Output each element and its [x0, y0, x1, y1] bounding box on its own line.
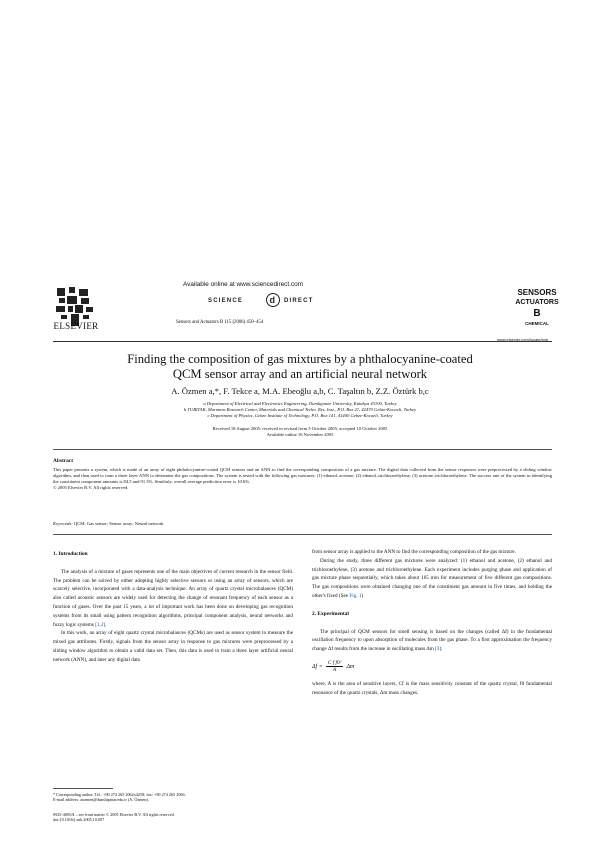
footnote-rule [53, 788, 113, 789]
affiliation-c: c Department of Physics, Gebze Institute of Technology, P.O. Box 141, 41400 Gebze-Kocaeli, Turkey [207, 413, 393, 418]
available-online-text: Available online at www.sciencedirect.com [183, 281, 303, 288]
svg-text:B: B [533, 308, 541, 319]
intro-paragraph-1 [53, 568, 293, 630]
svg-text:CHEMICAL: CHEMICAL [525, 321, 549, 326]
affiliations [55, 401, 545, 419]
abstract-text [53, 467, 552, 491]
header-divider [53, 341, 552, 342]
front-matter-line: 0925-4005/$ – see front matter © 2005 Elsevier B.V. All rights reserved. [53, 812, 175, 817]
received-dates: Received 18 August 2005; received in revised form 5 October 2005; accepted 10 October 2005 [212, 426, 388, 431]
footer-info [53, 812, 293, 823]
abstract-copyright: © 2005 Elsevier B.V. All rights reserved. [53, 485, 129, 490]
equation-denominator: A [332, 667, 337, 674]
affiliation-b: b TUBITAK, Marmara Research Center, Materials and Chemical Techn. Res. Inst., P.O. Box 21, 42470 Gebze-Kocaeli, Turkey [183, 407, 417, 412]
abstract-bottom-rule [53, 534, 552, 535]
figure-link[interactable]: Fig. 1 [349, 592, 362, 599]
publisher-name: ELSEVIER [53, 321, 99, 331]
right-column [312, 548, 552, 698]
equation-lhs: Δf = [312, 663, 323, 670]
author-list: A. Özmen a,*, F. Tekce a, M.A. Ebeoğlu a,b, C. Taşaltın b, Z.Z. Öztürk b,c [171, 386, 429, 396]
journal-url[interactable]: www.elsevier.com/locate/snb [497, 337, 549, 342]
intro-p3-text: During the study, three different gas mixtures were analyzed: (1) ethanol and acetone, (2) ethanol and trichloroethylene, (3) acetone and trichloroethylene. Each experiment includes purging phase and application of gas mixture phase sequentially, which takes about 165 min for measurement of five different gas compositions. The gas compositions were obtained changing one of the constituent gas amount in five times, and holding the other's fixed (See [312, 557, 552, 599]
sensors-actuators-journal-logo [515, 286, 559, 330]
section-heading-experimental: 2. Experimental [312, 610, 349, 617]
abstract-heading: Abstract [53, 458, 74, 464]
intro-p1-end: . [105, 621, 107, 628]
svg-text:SCIENCE: SCIENCE [208, 298, 244, 304]
intro-p1-text: The analysis of a mixture of gases represents one of the main objectives of current research in the sensor field. The problem can be solved by either adopting highly selective sensors or using an array of sensors, which are scarcely selective, incorporated with a data-analysis technique. An array of quartz crystal microbalances (QCM) also called acoustic sensors are widely used for detecting the change of resonant frequency of each sensor as a function of gases. Over the past 15 years, a lot of important work has been done on developing gas recognition systems from its small using pattern recognition algorithms, principal component analysis, neural networks and fuzzy logic systems [53, 568, 293, 628]
corresponding-author-note: * Corresponding author. Tel.: +90 274 265 2062x4258; fax: +90 274 265 2066. [53, 792, 186, 797]
section-heading-introduction: 1. Introduction [53, 551, 88, 557]
available-online-date: Available online 16 November 2005 [266, 432, 334, 437]
citation-link[interactable]: [1,2] [95, 621, 106, 628]
experimental-paragraph-1 [312, 628, 552, 654]
exp-p1-text: The principal of QCM sensors for smell sensing is based on the changes (called Δf) in the fundamental oscillation frequency to upon absorption of molecules from the gas phase. To a first approximation the frequency change Δf results from the increase in oscillating mass Δm [312, 628, 552, 653]
title-line-2: QCM sensor array and an artificial neural network [172, 367, 428, 381]
svg-text:SENSORS: SENSORS [517, 288, 557, 297]
intro-paragraph-continued: from sensor array is applied to the ANN to find the corresponding composition of the gas mixture. [312, 549, 516, 555]
doi-line[interactable]: doi:10.1016/j.snb.2005.10.007 [53, 817, 105, 823]
article-title [55, 352, 545, 382]
keywords-line [53, 521, 163, 527]
citation-link[interactable]: [3] [435, 646, 442, 653]
journal-reference: Sensors and Actuators B 115 (2006) 450–454 [176, 320, 264, 325]
left-column [53, 550, 293, 665]
abstract-body: This paper presents a system, which is made of an array of eight phthalocyanine-coated QCM sensors and an ANN to find the corresponding composition of a gas mixture. The digital data collected from the sensor responses were preprocessed by a sliding window algorithm, and then used to train a three layer ANN to determine the gas compositions. The system is tested with the following gas mixtures: (1) ethanol–acetone, (2) ethanol–trichloroethylene, (3) acetone–trichloroethylene. The success rate of the system in identifying the constituent component amounts is 84.5 and 91.3%. Similarly, overall average prediction error is 10.6%. [53, 467, 552, 484]
equation-frequency-change [312, 660, 552, 674]
article-dates [55, 426, 545, 438]
equation-fraction [326, 660, 344, 674]
experimental-paragraph-2: where, A is the area of sensitive layers, Cf is the mass sensitivity constant of the quartz crystal, f0 fundamental resonance of the quartz crystals, Δm mass changes. [312, 680, 552, 696]
equation-numerator: C f f0² [327, 659, 342, 666]
intro-paragraph-3 [312, 557, 552, 601]
footnote [53, 792, 293, 803]
abstract-top-rule [53, 449, 552, 450]
equation-rhs: Δm [346, 663, 355, 670]
keywords-label: Keywords: [53, 521, 73, 526]
svg-text:d: d [269, 295, 275, 305]
email-note[interactable]: E-mail address: aozmen@dumlupinar.edu.tr (A. Özmen). [53, 797, 149, 803]
intro-p3-end: ) [361, 592, 364, 599]
intro-paragraph-2: In this work, an array of eight quartz crystal microbalances (QCMs) are used as sensor system to measure the mixed gas attributes. Firstly, signals from the sensor array in response to gas mixtures were preprocessed by a sliding window algorithm to obtain a valid data set. Then, this data is used to train a three layer artificial neural network (ANN), and later any digital data [53, 630, 293, 663]
svg-text:DIRECT: DIRECT [284, 298, 314, 304]
title-line-1: Finding the composition of gas mixtures by a phthalocyanine-coated [127, 352, 473, 366]
svg-text:ACTUATORS: ACTUATORS [515, 299, 559, 306]
exp-p1-end: : [441, 646, 443, 653]
affiliation-a: a Department of Electrical and Electronics Engineering, Dumlupınar University, Kütahya 43100, Turkey [203, 401, 397, 406]
keywords-list: QCM; Gas sensor; Sensor array; Neural network [73, 521, 164, 526]
sciencedirect-logo [208, 292, 338, 308]
